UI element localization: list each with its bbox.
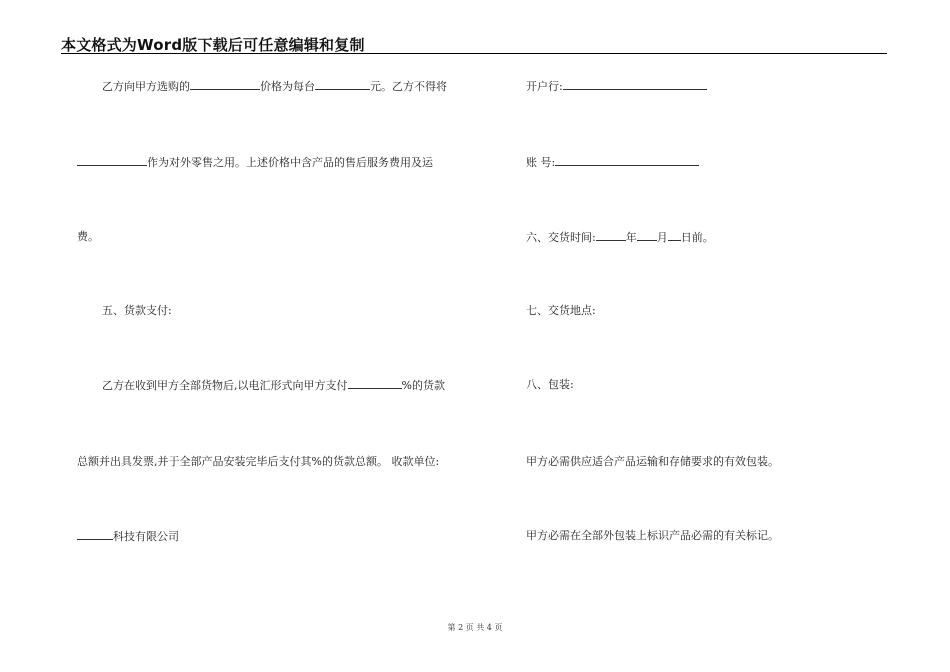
blank-account <box>555 155 699 166</box>
blank-bank <box>563 79 707 90</box>
day-label: 日前。 <box>680 231 714 244</box>
left-line-1-b: 价格为每台 <box>260 80 315 93</box>
left-line-3 <box>77 230 99 244</box>
blank-company <box>77 529 113 540</box>
blank-day <box>668 230 681 241</box>
left-line-6-a: 总额并出具发票,并于全部产品安装完毕后支付其%的货款总额。 收款单位: <box>77 455 440 468</box>
section-6-delivery-time <box>526 230 714 245</box>
right-line-6-a: 甲方必需供应适合产品运输和存储要求的有效包装。 <box>526 455 779 468</box>
left-line-7-a: 科技有限公司 <box>113 530 179 543</box>
year-label: 年 <box>625 231 637 244</box>
blank-year <box>596 230 626 241</box>
left-line-6 <box>77 455 439 469</box>
section-6-label: 六、交货时间: <box>526 231 596 244</box>
right-line-7-a: 甲方必需在全部外包装上标识产品必需的有关标记。 <box>526 529 779 542</box>
right-line-2 <box>526 155 699 170</box>
left-line-1-c: 元。乙方不得将 <box>370 80 447 93</box>
section-7-heading-text: 七、交货地点: <box>526 304 596 317</box>
left-line-5 <box>102 378 445 393</box>
right-line-7 <box>526 529 779 543</box>
left-line-3-a: 费。 <box>77 230 99 243</box>
blank-percent <box>348 378 402 389</box>
month-label: 月 <box>656 231 668 244</box>
blank-product <box>77 155 147 166</box>
left-line-5-a: 乙方在收到甲方全部货物后,以电汇形式向甲方支付 <box>102 379 348 392</box>
right-line-6 <box>526 455 779 469</box>
section-7-heading <box>526 304 596 318</box>
right-line-1 <box>526 79 707 94</box>
bank-label: 开户行: <box>526 80 563 93</box>
left-line-5-b: %的货款 <box>401 379 445 392</box>
blank-unit-price <box>315 79 370 90</box>
left-line-2-a: 作为对外零售之用。上述价格中含产品的售后服务费用及运 <box>147 156 433 169</box>
section-8-heading-text: 八、包装: <box>526 378 574 391</box>
section-5-heading-text: 五、货款支付: <box>102 304 172 317</box>
left-line-2 <box>77 155 433 170</box>
left-line-1 <box>102 79 447 94</box>
page-number: 第 2 页 共 4 页 <box>447 623 503 632</box>
blank-model <box>190 79 260 90</box>
left-line-7 <box>77 529 179 544</box>
blank-month <box>637 230 657 241</box>
section-5-heading <box>102 304 172 318</box>
account-label: 账 号: <box>526 156 556 169</box>
header-rule <box>61 53 887 54</box>
left-line-1-a: 乙方向甲方选购的 <box>102 80 190 93</box>
document-header-title: 本文格式为Word版下载后可任意编辑和复制 <box>61 36 365 54</box>
section-8-heading <box>526 378 574 392</box>
